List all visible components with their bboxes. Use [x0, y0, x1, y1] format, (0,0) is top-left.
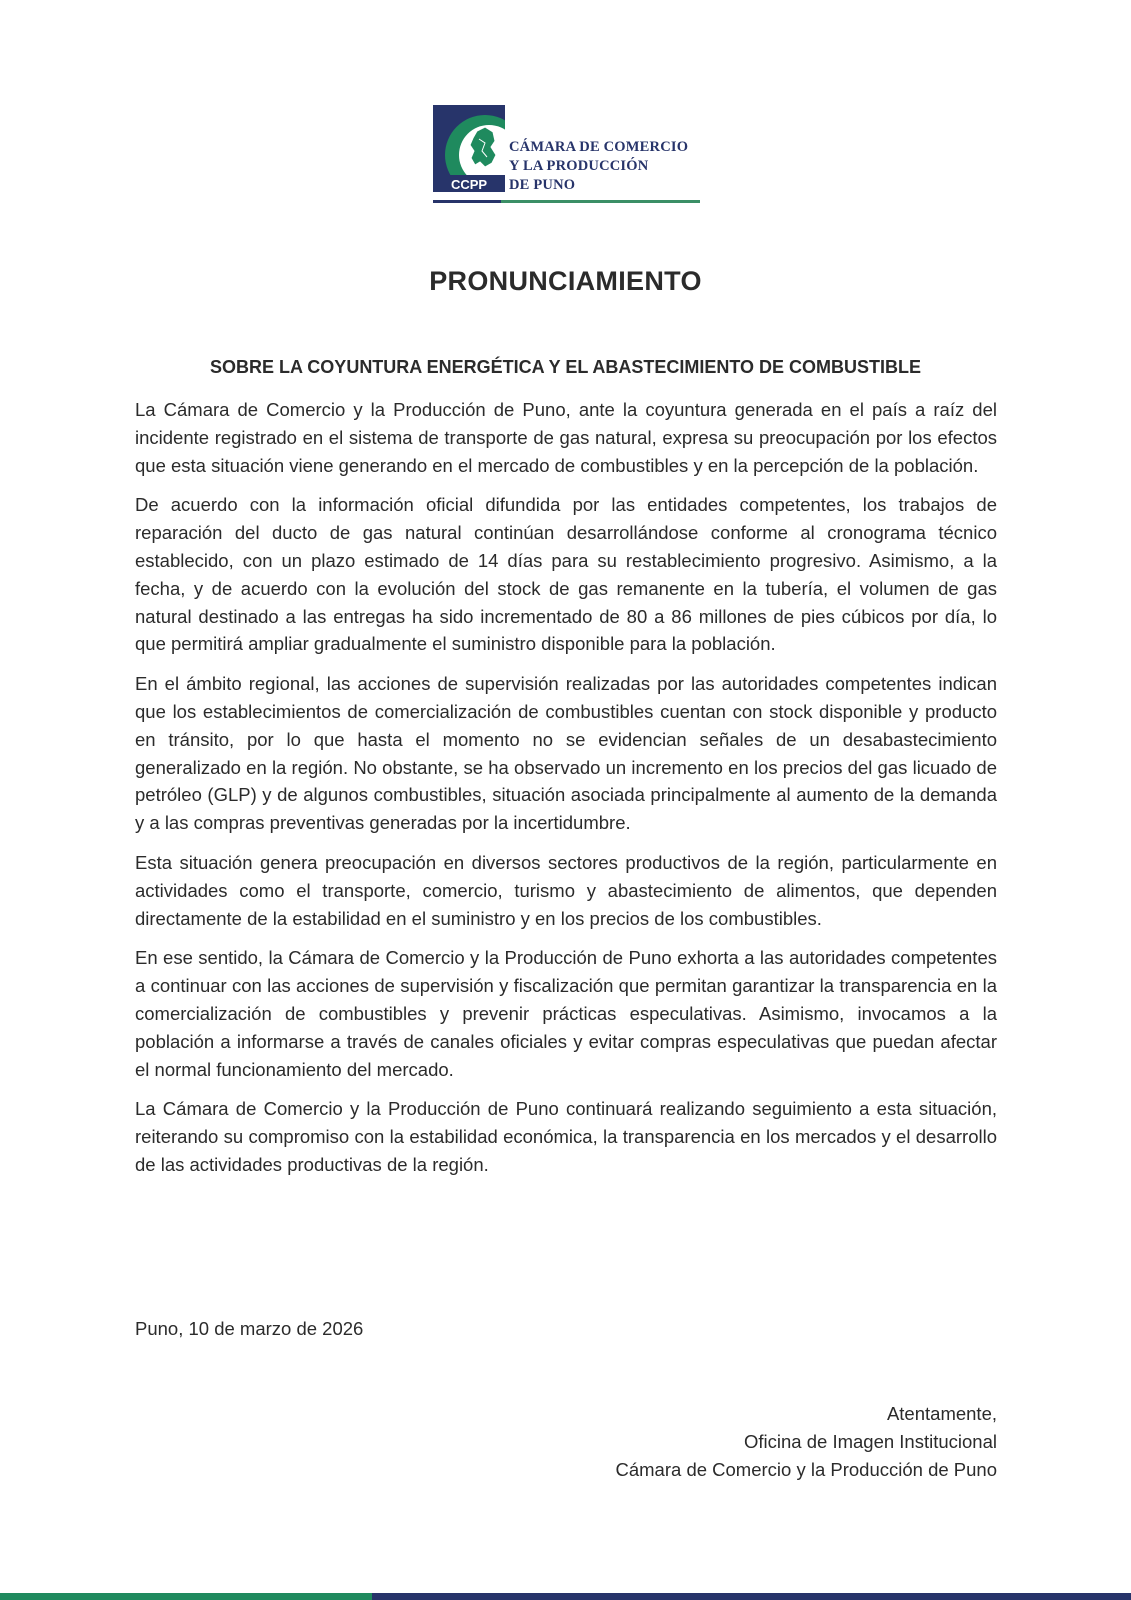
body-paragraph: De acuerdo con la información oficial difundida por las entidades competentes, los trabajos de reparación del ducto de gas natural continúan desarrollándose conforme al cronograma técnico establecido, con un plazo estimado de 14 días para su restablecimiento progresivo. Asimismo, a la fecha, y de acuerdo con la evolución del stock de gas remanente en la tubería, el volumen de gas natural destinado a las entregas ha sido incrementado de 80 a 86 millones de pies cúbicos por día, lo que permitirá ampliar gradualmente el suministro disponible para la población. [135, 494, 997, 655]
body-paragraph: Esta situación genera preocupación en diversos sectores productivos de la región, particularmente en actividades como el transporte, comercio, turismo y abastecimiento de alimentos, que dependen directamente de la estabilidad en el suministro y en los precios de los combustibles. [135, 851, 997, 929]
document-title: PRONUNCIAMIENTO [429, 266, 702, 296]
document-body [135, 396, 997, 1191]
signature-block [616, 1400, 998, 1484]
footer-bar-green [0, 1593, 372, 1600]
body-paragraph: En ese sentido, la Cámara de Comercio y la Producción de Puno exhorta a las autoridades competentes a continuar con las acciones de supervisión y fiscalización que permitan garantizar la transparencia en la comercialización de combustibles y prevenir prácticas especulativas. Asimismo, invocamos a la población a informarse a través de canales oficiales y evitar compras especulativas que puedan afectar el normal funcionamiento del mercado. [135, 947, 997, 1080]
logo-name-line: DE PUNO [509, 177, 576, 193]
place-date: Puno, 10 de marzo de 2026 [135, 1318, 364, 1339]
body-paragraph: La Cámara de Comercio y la Producción de Puno continuará realizando seguimiento a esta situación, reiterando su compromiso con la estabilidad económica, la transparencia en los mercados y el desarrollo de las actividades productivas de la región. [135, 1098, 997, 1175]
emblem-icon [433, 105, 505, 192]
logo-organization-name [509, 138, 688, 195]
signature-organization: Cámara de Comercio y la Producción de Puno [615, 1459, 997, 1480]
logo-name-line: Y LA PRODUCCIÓN [509, 158, 649, 174]
signature-closing: Atentamente, [886, 1403, 997, 1424]
ccpp-logo [433, 105, 700, 206]
body-paragraph: La Cámara de Comercio y la Producción de Puno, ante la coyuntura generada en el país a raíz del incidente registrado en el sistema de transporte de gas natural, expresa su preocupación por los efectos que esta situación viene generando en el mercado de combustibles y en la percepción de la población. [135, 399, 997, 476]
footer-color-bar [0, 1593, 1131, 1600]
logo-underline-navy [433, 200, 501, 203]
signature-office: Oficina de Imagen Institucional [744, 1431, 997, 1452]
logo-name-line: CÁMARA DE COMERCIO [509, 139, 689, 155]
logo-underline [433, 200, 700, 203]
document-subtitle: SOBRE LA COYUNTURA ENERGÉTICA Y EL ABASTECIMIENTO DE COMBUSTIBLE [209, 357, 922, 377]
logo-acronym: CCPP [450, 177, 488, 192]
footer-bar-navy [372, 1593, 1131, 1600]
body-paragraph: En el ámbito regional, las acciones de supervisión realizadas por las autoridades competentes indican que los establecimientos de comercialización de combustibles cuentan con stock disponible y producto en tránsito, por lo que hasta el momento no se evidencian señales de un desabastecimiento generalizado en la región. No obstante, se ha observado un incremento en los precios del gas licuado de petróleo (GLP) y de algunos combustibles, situación asociada principalmente al aumento de la demanda y a las compras preventivas generadas por la incertidumbre. [135, 673, 997, 834]
logo-underline-green [501, 200, 700, 203]
